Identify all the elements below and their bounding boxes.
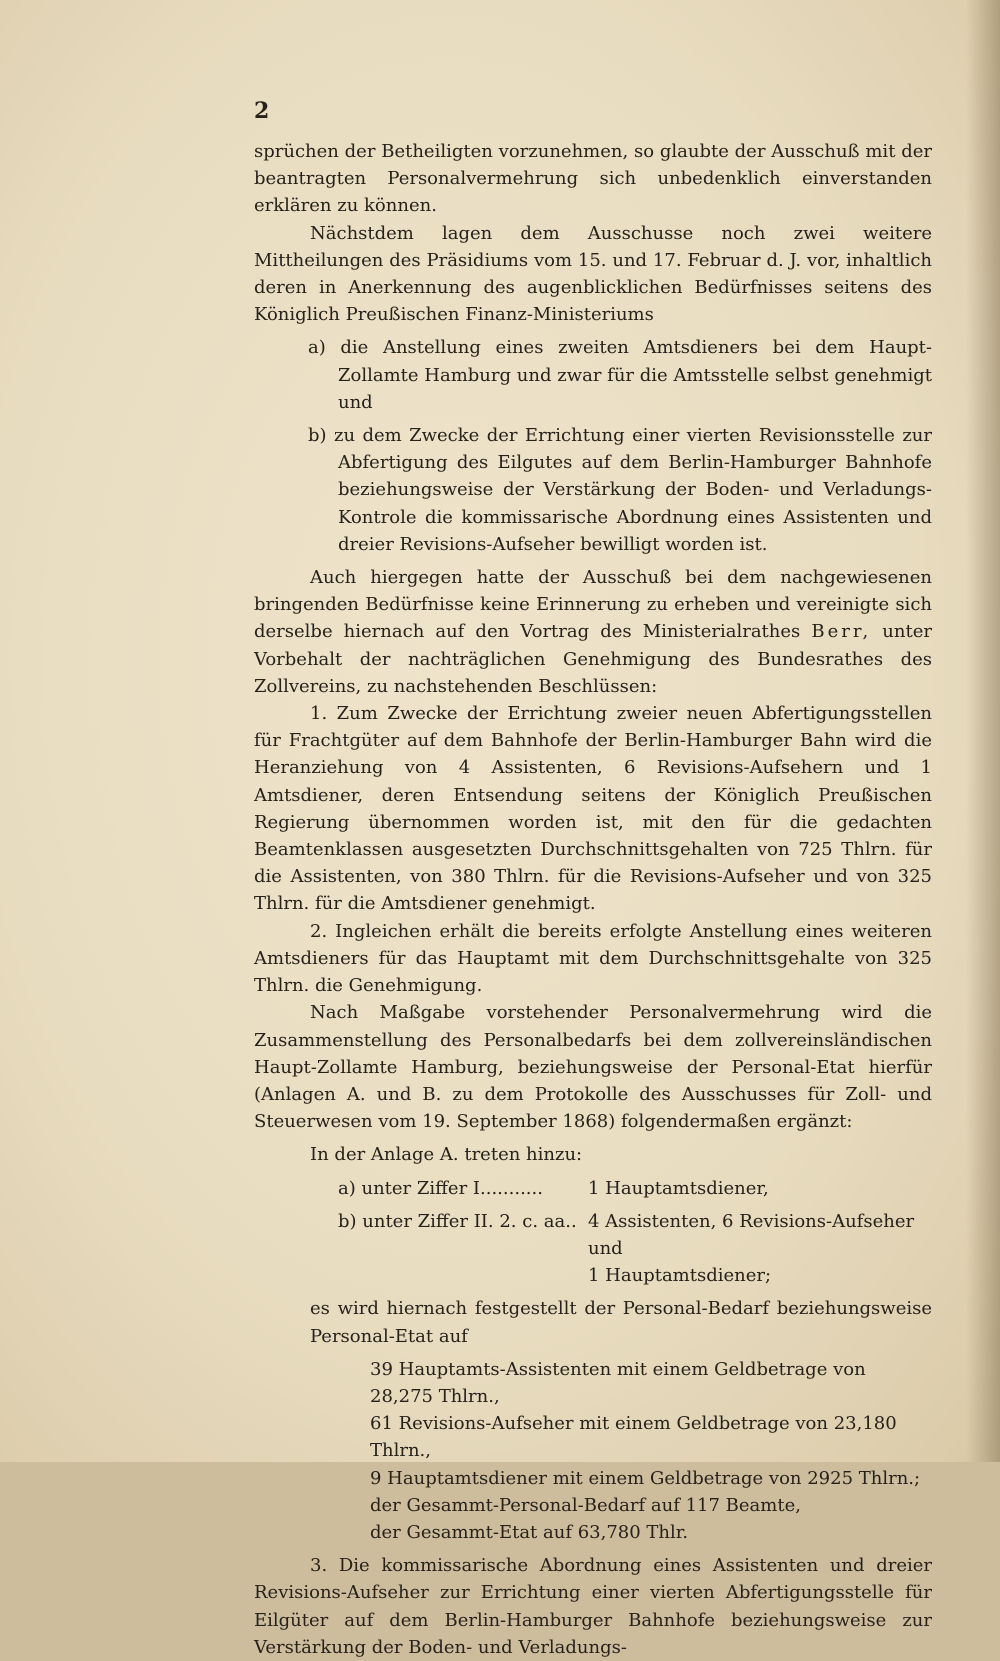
allotment-b-label: b) unter Ziffer II. 2. c. aa.. [338, 1210, 577, 1232]
allotment-b-value-line1: 4 Assistenten, 6 Revisions-Aufseher und [588, 1210, 915, 1259]
establishment-line-2: 61 Revisions-Aufseher mit einem Geldbetrage von 23,180 Thlrn., [370, 1413, 897, 1462]
allotment-a-label: a) unter Ziffer I........... [338, 1177, 543, 1199]
allotment-a-value: 1 Hauptamtsdiener, [588, 1177, 769, 1199]
page-edge-shadow [966, 0, 1000, 1462]
person-name: Berr, [811, 621, 872, 643]
anlage-intro: In der Anlage A. treten hinzu: [310, 1144, 583, 1166]
establishment-line-1: 39 Hauptamts-Assistenten mit einem Geldbetrage von 28,275 Thlrn., [370, 1358, 866, 1407]
allotment-b [254, 1208, 932, 1290]
establishment-line-5: der Gesammt-Etat auf 63,780 Thlr. [370, 1521, 689, 1543]
establishment-line-4: der Gesammt-Personal-Bedarf auf 117 Beamte, [370, 1494, 801, 1516]
resolution-2: 2. Ingleichen erhält die bereits erfolgte Anstellung eines weiteren Amtsdieners für das Hauptamt mit dem Durchschnittsgehalte von 325 Thlrn. die Genehmigung. [254, 920, 932, 997]
list-item-a: a) die Anstellung eines zweiten Amtsdieners bei dem Haupt-Zollamte Hamburg und zwar für die Amtsstelle selbst genehmigt und [308, 337, 932, 413]
paragraph-presidium: Nächstdem lagen dem Ausschusse noch zwei weitere Mittheilungen des Präsidiums vom 15. und 17. Februar d. J. vor, inhaltlich deren in Anerkennung des augenblicklichen Bedürfnisses seitens des Königlich Preußischen Finanz-Ministeriums [254, 222, 932, 326]
resolution-1: 1. Zum Zwecke der Errichtung zweier neuen Abfertigungsstellen für Frachtgüter auf dem Bahnhofe der Berlin-Hamburger Bahn wird die Heranziehung von 4 Assistenten, 6 Revisions-Aufsehern und 1 Amtsdiener, deren Entsendung seitens der Königlich Preußischen Regierung übernommen worden ist, mit den für die gedachten Beamtenklassen ausgesetzten Durchschnittsgehalten von 725 Thlrn. für die Assistenten, von 380 Thlrn. für die Revisions-Aufseher und von 325 Thlrn. für die Amtsdiener genehmigt. [254, 703, 932, 915]
paragraph-text: Auch hiergegen hatte der Ausschuß bei dem nachgewiesenen bringenden Bedürfnisse keine Erinnerung zu erheben und vereinigte sich derselbe hiernach auf den Vortrag des Ministerialrathes [254, 567, 932, 643]
allotment-a [254, 1175, 932, 1202]
paragraph-resolution-intro [254, 564, 932, 700]
allotment-b-value-line2: 1 Hauptamtsdiener; [588, 1265, 772, 1287]
paragraph-establishment: es wird hiernach festgestellt der Personal-Bedarf beziehungsweise Personal-Etat auf [310, 1298, 932, 1347]
list-item-b: b) zu dem Zwecke der Errichtung einer vierten Revisionsstelle zur Abfertigung des Eilgutes auf dem Berlin-Hamburger Bahnhofe beziehungsweise der Verstärkung der Boden- und Verladungs-Kontrole die kommissarische Abordnung eines Assistenten und dreier Revisions-Aufseher bewilligt worden ist. [308, 425, 932, 555]
allotment-b-value [588, 1208, 932, 1290]
establishment-line-3: 9 Hauptamtsdiener mit einem Geldbetrage von 2925 Thlrn.; [370, 1467, 921, 1489]
paragraph-text: unter Vorbehalt der nachträglichen Genehmigung des Bundesrathes des Zollvereins, zu nachstehenden Beschlüssen: [254, 621, 932, 697]
page-number: 2 [254, 98, 270, 124]
paragraph-continuation: sprüchen der Betheiligten vorzunehmen, so glaubte der Ausschuß mit der beantragten Personalvermehrung sich unbedenklich einverstanden erklären zu können. [254, 141, 932, 217]
document-body [254, 138, 932, 1661]
paragraph-personnel-update: Nach Maßgabe vorstehender Personalvermehrung wird die Zusammenstellung des Personalbedarfs bei dem zollvereinsländischen Haupt-Zollamte Hamburg, beziehungsweise der Personal-Etat hierfür (Anlagen A. und B. zu dem Protokolle des Ausschusses für Zoll- und Steuerwesen vom 19. September 1868) folgendermaßen ergänzt: [254, 1002, 932, 1133]
resolution-3: 3. Die kommissarische Abordnung eines Assistenten und dreier Revisions-Aufseher zur Errichtung einer vierten Abfertigungsstelle für Eilgüter auf dem Berlin-Hamburger Bahnhofe beziehungsweise zur Verstärkung der Boden- und Verladungs- [254, 1555, 932, 1658]
